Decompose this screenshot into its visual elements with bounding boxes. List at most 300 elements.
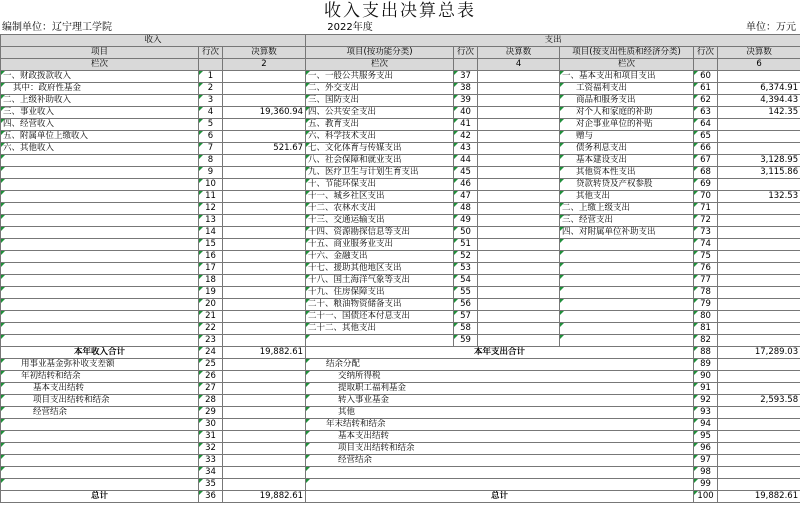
func-amount [478, 71, 560, 83]
income-item-header: 项目 [1, 47, 199, 59]
func-expense-item: 十四、资源勘探信息等支出 [306, 227, 454, 239]
income-amount [223, 467, 306, 479]
balance-item [306, 467, 694, 479]
income-amount [223, 431, 306, 443]
func-rownum: 52 [454, 251, 478, 263]
income-rownum: 7 [199, 143, 223, 155]
func-expense-item: 九、医疗卫生与计划生育支出 [306, 167, 454, 179]
income-rownum: 18 [199, 275, 223, 287]
table-row [1, 455, 800, 467]
econ-rownum: 77 [694, 275, 718, 287]
func-amount [478, 323, 560, 335]
income-amount [223, 323, 306, 335]
func-amount [478, 155, 560, 167]
func-rownum: 51 [454, 239, 478, 251]
econ-rownum: 82 [694, 335, 718, 347]
table-row [1, 323, 800, 335]
income-item: 用事业基金弥补收支差额 [1, 359, 199, 371]
balance-item [306, 479, 694, 491]
table-row [1, 479, 800, 491]
func-amount [478, 239, 560, 251]
income-amount [223, 227, 306, 239]
table-row [1, 215, 800, 227]
income-item [1, 311, 199, 323]
income-amount [223, 83, 306, 95]
econ-rownum: 66 [694, 143, 718, 155]
balance-amount [718, 371, 800, 383]
func-rownum: 42 [454, 131, 478, 143]
func-expense-item: 五、教育支出 [306, 119, 454, 131]
income-rownum: 29 [199, 407, 223, 419]
func-rownum-header: 行次 [454, 47, 478, 59]
func-amount [478, 251, 560, 263]
func-amount [478, 203, 560, 215]
econ-expense-item: 其他资本性支出 [560, 167, 694, 179]
func-rownum: 38 [454, 83, 478, 95]
econ-expense-item: 其他支出 [560, 191, 694, 203]
econ-expense-item: 一、基本支出和项目支出 [560, 71, 694, 83]
income-rownum: 33 [199, 455, 223, 467]
econ-rownum: 64 [694, 119, 718, 131]
econ-amount [718, 299, 800, 311]
table-row [1, 275, 800, 287]
econ-amount [718, 239, 800, 251]
balance-item: 提取职工福利基金 [306, 383, 694, 395]
func-rownum: 53 [454, 263, 478, 275]
income-amount: 521.67 [223, 143, 306, 155]
func-expense-item: 十二、农林水支出 [306, 203, 454, 215]
balance-amount [718, 383, 800, 395]
income-amount [223, 251, 306, 263]
table-row [1, 203, 800, 215]
income-amount [223, 155, 306, 167]
income-amount [223, 287, 306, 299]
balance-rownum: 89 [694, 359, 718, 371]
income-item: 二、上级补助收入 [1, 95, 199, 107]
econ-column-label: 栏次 [560, 59, 694, 71]
econ-expense-item [560, 311, 694, 323]
econ-amount [718, 311, 800, 323]
income-amount [223, 383, 306, 395]
income-total-rownum: 24 [199, 347, 223, 359]
func-expense-item: 十六、金融支出 [306, 251, 454, 263]
table-row [1, 107, 800, 119]
income-item [1, 275, 199, 287]
balance-item: 经营结余 [306, 455, 694, 467]
balance-rownum: 97 [694, 455, 718, 467]
expense-total-rownum: 100 [694, 491, 718, 503]
balance-item: 结余分配 [306, 359, 694, 371]
econ-expense-item: 对企事业单位的补贴 [560, 119, 694, 131]
table-row [1, 251, 800, 263]
balance-amount [718, 455, 800, 467]
income-item [1, 323, 199, 335]
income-rownum: 11 [199, 191, 223, 203]
econ-amount [718, 335, 800, 347]
income-rownum: 2 [199, 83, 223, 95]
table-row [1, 359, 800, 371]
balance-item: 项目支出结转和结余 [306, 443, 694, 455]
econ-rownum: 80 [694, 311, 718, 323]
econ-expense-item [560, 299, 694, 311]
income-item [1, 479, 199, 491]
income-amount [223, 311, 306, 323]
income-rownum: 1 [199, 71, 223, 83]
func-expense-item: 十一、城乡社区支出 [306, 191, 454, 203]
func-expense-item: 十三、交通运输支出 [306, 215, 454, 227]
income-rownum: 34 [199, 467, 223, 479]
table-row [1, 335, 800, 347]
income-item [1, 251, 199, 263]
grand-total-row [1, 491, 800, 503]
report-title: 收入支出决算总表 [324, 1, 476, 21]
econ-amount [718, 323, 800, 335]
income-amount [223, 71, 306, 83]
econ-expense-item [560, 251, 694, 263]
func-amount [478, 191, 560, 203]
income-rownum: 10 [199, 179, 223, 191]
balance-item: 其他 [306, 407, 694, 419]
econ-rownum: 81 [694, 323, 718, 335]
income-rownum: 20 [199, 299, 223, 311]
expense-section-header: 支出 [306, 35, 800, 47]
econ-rownum: 68 [694, 167, 718, 179]
econ-column-number: 6 [718, 59, 800, 71]
table-row [1, 287, 800, 299]
func-rownum: 49 [454, 215, 478, 227]
func-expense-item: 十八、国土海洋气象等支出 [306, 275, 454, 287]
econ-expense-item: 商品和服务支出 [560, 95, 694, 107]
income-amount: 19,360.94 [223, 107, 306, 119]
func-rownum: 43 [454, 143, 478, 155]
income-section-header: 收入 [1, 35, 306, 47]
income-column-label: 栏次 [1, 59, 199, 71]
econ-rownum: 76 [694, 263, 718, 275]
table-row [1, 395, 800, 407]
income-amount [223, 191, 306, 203]
income-item [1, 191, 199, 203]
expense-total-label: 本年支出合计 [306, 347, 694, 359]
income-amount [223, 419, 306, 431]
income-rownum: 30 [199, 419, 223, 431]
income-amount [223, 203, 306, 215]
income-item: 三、事业收入 [1, 107, 199, 119]
income-item [1, 203, 199, 215]
balance-amount [718, 407, 800, 419]
income-rownum: 14 [199, 227, 223, 239]
econ-rownum: 69 [694, 179, 718, 191]
income-rownum: 31 [199, 431, 223, 443]
econ-amount: 142.35 [718, 107, 800, 119]
func-rownum: 55 [454, 287, 478, 299]
econ-expense-item: 工资福利支出 [560, 83, 694, 95]
econ-expense-item: 债务利息支出 [560, 143, 694, 155]
func-amount [478, 287, 560, 299]
econ-amount: 4,394.43 [718, 95, 800, 107]
income-item [1, 167, 199, 179]
income-amount [223, 455, 306, 467]
income-item [1, 227, 199, 239]
income-total-amount: 19,882.61 [223, 491, 306, 503]
balance-rownum: 91 [694, 383, 718, 395]
table-row [1, 95, 800, 107]
income-amount [223, 131, 306, 143]
table-row [1, 143, 800, 155]
func-amount [478, 335, 560, 347]
income-item [1, 263, 199, 275]
econ-rownum: 74 [694, 239, 718, 251]
func-rownum: 59 [454, 335, 478, 347]
balance-rownum: 98 [694, 467, 718, 479]
func-amount [478, 263, 560, 275]
econ-expense-item [560, 323, 694, 335]
econ-amount [718, 275, 800, 287]
func-amount [478, 107, 560, 119]
income-rownum: 32 [199, 443, 223, 455]
income-total-label: 总计 [1, 491, 199, 503]
econ-amount-header: 决算数 [718, 47, 800, 59]
income-rownum: 15 [199, 239, 223, 251]
income-rownum: 9 [199, 167, 223, 179]
income-item: 其中：政府性基金 [1, 83, 199, 95]
func-expense-item [306, 335, 454, 347]
table-row [1, 407, 800, 419]
econ-expense-item: 对个人和家庭的补助 [560, 107, 694, 119]
column-header-row [1, 47, 800, 59]
func-rownum: 57 [454, 311, 478, 323]
income-item: 六、其他收入 [1, 143, 199, 155]
econ-amount [718, 203, 800, 215]
func-expense-item: 七、文化体育与传媒支出 [306, 143, 454, 155]
func-expense-item: 八、社会保障和就业支出 [306, 155, 454, 167]
income-column-number: 2 [223, 59, 306, 71]
table-row [1, 431, 800, 443]
func-item-header: 项目(按功能分类) [306, 47, 454, 59]
income-item: 经营结余 [1, 407, 199, 419]
expense-total-rownum: 88 [694, 347, 718, 359]
balance-rownum: 90 [694, 371, 718, 383]
income-rownum: 25 [199, 359, 223, 371]
income-rownum: 23 [199, 335, 223, 347]
income-amount [223, 407, 306, 419]
func-rownum: 45 [454, 167, 478, 179]
income-rownum: 12 [199, 203, 223, 215]
income-amount [223, 479, 306, 491]
econ-amount: 132.53 [718, 191, 800, 203]
econ-expense-item: 贷款转贷及产权参股 [560, 179, 694, 191]
balance-amount [718, 419, 800, 431]
econ-rownum: 78 [694, 287, 718, 299]
income-item [1, 419, 199, 431]
income-item: 项目支出结转和结余 [1, 395, 199, 407]
func-amount [478, 311, 560, 323]
econ-expense-item [560, 275, 694, 287]
func-amount [478, 95, 560, 107]
balance-amount [718, 443, 800, 455]
income-rownum: 19 [199, 287, 223, 299]
table-row [1, 71, 800, 83]
table-row [1, 371, 800, 383]
func-column-label: 栏次 [306, 59, 454, 71]
balance-amount [718, 359, 800, 371]
balance-rownum: 96 [694, 443, 718, 455]
func-expense-item: 四、公共安全支出 [306, 107, 454, 119]
func-amount [478, 143, 560, 155]
income-amount [223, 179, 306, 191]
func-amount [478, 131, 560, 143]
income-amount [223, 359, 306, 371]
func-amount [478, 119, 560, 131]
balance-item: 年末结转和结余 [306, 419, 694, 431]
table-row [1, 311, 800, 323]
func-expense-item: 十、节能环保支出 [306, 179, 454, 191]
econ-rownum: 67 [694, 155, 718, 167]
year-total-row [1, 347, 800, 359]
func-amount [478, 179, 560, 191]
unit-label: 单位：万元 [746, 22, 796, 33]
econ-rownum: 71 [694, 203, 718, 215]
expense-total-amount: 19,882.61 [718, 491, 800, 503]
func-expense-item: 十九、住房保障支出 [306, 287, 454, 299]
econ-rownum: 73 [694, 227, 718, 239]
econ-expense-item: 赠与 [560, 131, 694, 143]
income-item [1, 155, 199, 167]
income-rownum: 16 [199, 251, 223, 263]
func-expense-item: 六、科学技术支出 [306, 131, 454, 143]
table-row [1, 131, 800, 143]
table-row [1, 119, 800, 131]
balance-amount [718, 467, 800, 479]
func-amount [478, 215, 560, 227]
econ-amount: 3,115.86 [718, 167, 800, 179]
income-item: 年初结转和结余 [1, 371, 199, 383]
func-rownum: 47 [454, 191, 478, 203]
func-rownum: 56 [454, 299, 478, 311]
econ-expense-item: 三、经营支出 [560, 215, 694, 227]
table-row [1, 83, 800, 95]
section-header-row [1, 35, 800, 47]
balance-amount [718, 431, 800, 443]
expense-total-amount: 17,289.03 [718, 347, 800, 359]
organization-label: 编制单位：辽宁理工学院 [2, 22, 112, 33]
func-rownum: 44 [454, 155, 478, 167]
econ-rownum: 60 [694, 71, 718, 83]
table-row [1, 155, 800, 167]
income-total-amount: 19,882.61 [223, 347, 306, 359]
econ-expense-item [560, 287, 694, 299]
econ-amount [718, 263, 800, 275]
func-amount-header: 决算数 [478, 47, 560, 59]
income-item [1, 239, 199, 251]
func-expense-item: 十五、商业服务业支出 [306, 239, 454, 251]
income-amount [223, 299, 306, 311]
func-rownum: 40 [454, 107, 478, 119]
income-amount [223, 335, 306, 347]
income-item: 五、附属单位上缴收入 [1, 131, 199, 143]
balance-rownum: 99 [694, 479, 718, 491]
income-item: 一、财政拨款收入 [1, 71, 199, 83]
income-rownum: 22 [199, 323, 223, 335]
table-row [1, 467, 800, 479]
column-index-row [1, 59, 800, 71]
income-rownum: 26 [199, 371, 223, 383]
balance-rownum: 94 [694, 419, 718, 431]
report-year: 2022年度 [327, 22, 373, 33]
income-item [1, 431, 199, 443]
func-rownum: 37 [454, 71, 478, 83]
income-item [1, 287, 199, 299]
balance-item: 基本支出结转 [306, 431, 694, 443]
econ-expense-item [560, 335, 694, 347]
func-amount [478, 83, 560, 95]
income-amount [223, 215, 306, 227]
econ-amount [718, 251, 800, 263]
econ-expense-item [560, 239, 694, 251]
income-rownum: 27 [199, 383, 223, 395]
income-item [1, 455, 199, 467]
func-amount [478, 167, 560, 179]
income-amount [223, 395, 306, 407]
table-row [1, 299, 800, 311]
table-row [1, 191, 800, 203]
func-rownum: 58 [454, 323, 478, 335]
balance-amount [718, 479, 800, 491]
table-row [1, 179, 800, 191]
table-row [1, 443, 800, 455]
income-amount [223, 443, 306, 455]
func-rownum: 50 [454, 227, 478, 239]
econ-rownum: 79 [694, 299, 718, 311]
income-amount [223, 119, 306, 131]
income-rownum: 28 [199, 395, 223, 407]
summary-table [0, 34, 800, 503]
econ-amount [718, 71, 800, 83]
econ-rownum-header: 行次 [694, 47, 718, 59]
balance-amount: 2,593.58 [718, 395, 800, 407]
func-expense-item: 二十、粮油物资储备支出 [306, 299, 454, 311]
income-rownum: 8 [199, 155, 223, 167]
econ-amount: 3,128.95 [718, 155, 800, 167]
table-row [1, 263, 800, 275]
table-row [1, 239, 800, 251]
income-rownum: 6 [199, 131, 223, 143]
income-amount [223, 263, 306, 275]
func-expense-item: 三、国防支出 [306, 95, 454, 107]
econ-rownum: 63 [694, 107, 718, 119]
econ-amount [718, 179, 800, 191]
income-item [1, 179, 199, 191]
func-rownum: 48 [454, 203, 478, 215]
balance-item: 交纳所得税 [306, 371, 694, 383]
income-rownum: 3 [199, 95, 223, 107]
income-item: 四、经营收入 [1, 119, 199, 131]
func-expense-item: 十七、援助其他地区支出 [306, 263, 454, 275]
balance-rownum: 92 [694, 395, 718, 407]
income-item [1, 215, 199, 227]
income-total-rownum: 36 [199, 491, 223, 503]
table-row [1, 227, 800, 239]
income-rownum: 35 [199, 479, 223, 491]
func-amount [478, 275, 560, 287]
econ-expense-item: 二、上缴上级支出 [560, 203, 694, 215]
income-amount [223, 95, 306, 107]
income-rownum: 17 [199, 263, 223, 275]
income-total-label: 本年收入合计 [1, 347, 199, 359]
func-rownum: 41 [454, 119, 478, 131]
income-rownum: 4 [199, 107, 223, 119]
income-item [1, 299, 199, 311]
income-item [1, 467, 199, 479]
